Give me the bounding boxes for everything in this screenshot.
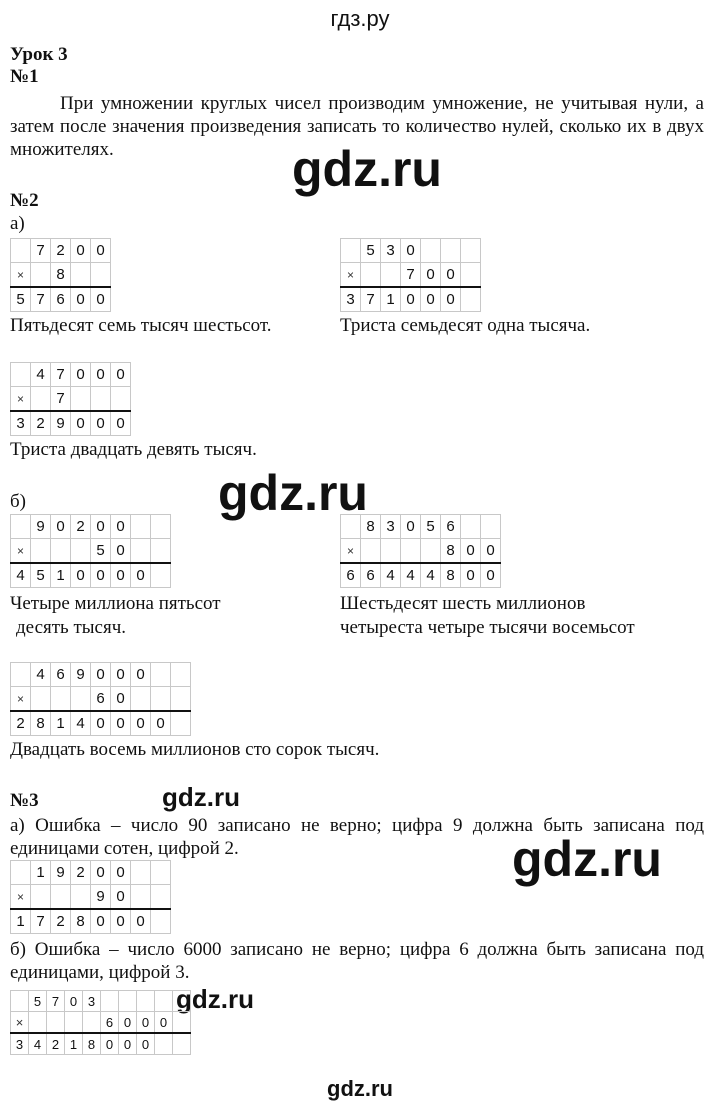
grid-cell bbox=[71, 885, 91, 910]
grid-cell: 0 bbox=[111, 909, 131, 934]
grid-cell: 3 bbox=[341, 287, 361, 312]
multiplication-grid-3b bbox=[10, 990, 191, 1055]
grid-cell: 9 bbox=[31, 515, 51, 539]
grid-cell: 3 bbox=[11, 411, 31, 436]
caption-b2-line1: Шестьдесят шесть миллионов bbox=[340, 593, 586, 614]
grid-cell: 2 bbox=[11, 711, 31, 736]
grid-cell: 4 bbox=[401, 563, 421, 588]
grid-cell: 0 bbox=[461, 563, 481, 588]
grid-cell: 0 bbox=[111, 663, 131, 687]
grid-cell: 9 bbox=[91, 885, 111, 910]
grid-cell bbox=[151, 563, 171, 588]
grid-cell: 0 bbox=[65, 991, 83, 1012]
grid-cell: 5 bbox=[31, 563, 51, 588]
grid-cell: 0 bbox=[111, 515, 131, 539]
grid-cell: 0 bbox=[91, 515, 111, 539]
grid-cell: 1 bbox=[51, 711, 71, 736]
grid-cell bbox=[137, 991, 155, 1012]
grid-cell bbox=[131, 861, 151, 885]
grid-cell: 9 bbox=[71, 663, 91, 687]
grid-cell: 0 bbox=[111, 411, 131, 436]
grid-cell: 1 bbox=[11, 909, 31, 934]
grid-cell: 0 bbox=[119, 1033, 137, 1055]
grid-cell: 9 bbox=[51, 411, 71, 436]
grid-cell: 0 bbox=[101, 1033, 119, 1055]
grid-cell: 7 bbox=[361, 287, 381, 312]
grid-cell: 0 bbox=[151, 711, 171, 736]
grid-cell bbox=[29, 1012, 47, 1034]
grid-cell bbox=[381, 539, 401, 564]
grid-cell bbox=[11, 239, 31, 263]
grid-cell: 3 bbox=[11, 1033, 29, 1055]
caption-a3: Триста двадцать девять тысяч. bbox=[10, 439, 257, 460]
multiplication-grid-a3 bbox=[10, 362, 131, 436]
grid-cell: 0 bbox=[111, 563, 131, 588]
grid-cell: 8 bbox=[441, 563, 461, 588]
multiplication-grid-a1 bbox=[10, 238, 111, 312]
grid-cell bbox=[51, 687, 71, 712]
grid-cell bbox=[151, 515, 171, 539]
grid-cell bbox=[11, 663, 31, 687]
grid-cell: 0 bbox=[131, 909, 151, 934]
multiply-sign: × bbox=[11, 539, 31, 564]
caption-b3: Двадцать восемь миллионов сто сорок тысяч. bbox=[10, 739, 380, 760]
grid-cell: 0 bbox=[441, 287, 461, 312]
multiply-sign: × bbox=[11, 263, 31, 288]
grid-cell bbox=[91, 263, 111, 288]
grid-cell: 0 bbox=[51, 515, 71, 539]
grid-cell bbox=[83, 1012, 101, 1034]
grid-cell: 8 bbox=[71, 909, 91, 934]
task2-title: №2 bbox=[10, 190, 39, 211]
grid-cell bbox=[381, 263, 401, 288]
grid-cell: 1 bbox=[51, 563, 71, 588]
grid-cell: 4 bbox=[31, 363, 51, 387]
grid-cell bbox=[51, 885, 71, 910]
grid-cell bbox=[131, 515, 151, 539]
grid-cell bbox=[47, 1012, 65, 1034]
grid-cell: 7 bbox=[401, 263, 421, 288]
grid-cell: 0 bbox=[461, 539, 481, 564]
grid-cell bbox=[11, 363, 31, 387]
grid-cell: 0 bbox=[137, 1033, 155, 1055]
grid-cell bbox=[461, 515, 481, 539]
grid-cell bbox=[31, 263, 51, 288]
grid-cell: 0 bbox=[119, 1012, 137, 1034]
grid-cell bbox=[11, 515, 31, 539]
grid-cell bbox=[91, 387, 111, 412]
grid-cell: 2 bbox=[71, 515, 91, 539]
grid-cell: 0 bbox=[441, 263, 461, 288]
grid-cell: 6 bbox=[51, 287, 71, 312]
grid-cell bbox=[151, 687, 171, 712]
grid-cell: 3 bbox=[381, 515, 401, 539]
grid-cell: 0 bbox=[111, 861, 131, 885]
grid-cell: 0 bbox=[91, 909, 111, 934]
grid-cell bbox=[421, 239, 441, 263]
grid-cell: 8 bbox=[361, 515, 381, 539]
watermark: gdz.ru bbox=[176, 984, 254, 1014]
task1-title: №1 bbox=[10, 66, 39, 87]
grid-cell bbox=[71, 539, 91, 564]
multiply-sign: × bbox=[341, 263, 361, 288]
grid-cell: 9 bbox=[51, 861, 71, 885]
grid-cell bbox=[171, 711, 191, 736]
grid-cell: 5 bbox=[91, 539, 111, 564]
grid-cell bbox=[119, 991, 137, 1012]
watermark: gdz.ru bbox=[512, 831, 662, 887]
grid-cell: 5 bbox=[11, 287, 31, 312]
grid-cell: 0 bbox=[131, 663, 151, 687]
caption-b2-line2: четыреста четыре тысячи восемьсот bbox=[340, 617, 635, 638]
grid-cell bbox=[151, 861, 171, 885]
task3-text-a: а) Ошибка – число 90 записано не верно; цифра 9 должна быть записана под единицами сотен, цифрой 2. bbox=[10, 815, 704, 859]
grid-cell: 0 bbox=[71, 563, 91, 588]
grid-cell: 0 bbox=[91, 663, 111, 687]
grid-cell bbox=[173, 1012, 191, 1034]
grid-cell bbox=[11, 991, 29, 1012]
grid-cell: 8 bbox=[31, 711, 51, 736]
grid-cell bbox=[51, 539, 71, 564]
multiply-sign: × bbox=[11, 687, 31, 712]
grid-cell: 0 bbox=[137, 1012, 155, 1034]
grid-cell: 2 bbox=[31, 411, 51, 436]
grid-cell bbox=[131, 687, 151, 712]
multiplication-grid-b3 bbox=[10, 662, 191, 736]
grid-cell bbox=[71, 687, 91, 712]
grid-cell: 0 bbox=[421, 287, 441, 312]
grid-cell: 0 bbox=[111, 687, 131, 712]
caption-b1-line2: десять тысяч. bbox=[16, 617, 127, 638]
grid-cell: 1 bbox=[381, 287, 401, 312]
grid-cell: 0 bbox=[71, 363, 91, 387]
grid-cell: 4 bbox=[29, 1033, 47, 1055]
multiplication-grid-b2 bbox=[340, 514, 501, 588]
grid-cell: 8 bbox=[441, 539, 461, 564]
grid-cell: 0 bbox=[401, 239, 421, 263]
site-footer: gdz.ru bbox=[327, 1076, 393, 1101]
multiplication-grid-3a bbox=[10, 860, 171, 934]
grid-cell: 4 bbox=[11, 563, 31, 588]
grid-cell bbox=[101, 991, 119, 1012]
grid-cell: 0 bbox=[111, 885, 131, 910]
grid-cell: 0 bbox=[401, 515, 421, 539]
grid-cell bbox=[151, 909, 171, 934]
grid-cell bbox=[31, 387, 51, 412]
grid-cell bbox=[481, 515, 501, 539]
grid-cell bbox=[155, 991, 173, 1012]
multiplication-grid-b1 bbox=[10, 514, 171, 588]
grid-cell bbox=[11, 861, 31, 885]
site-header: гдз.ру bbox=[330, 6, 390, 31]
grid-cell bbox=[171, 687, 191, 712]
grid-cell bbox=[65, 1012, 83, 1034]
grid-cell bbox=[71, 387, 91, 412]
grid-cell: 6 bbox=[441, 515, 461, 539]
grid-cell bbox=[173, 991, 191, 1012]
multiply-sign: × bbox=[11, 885, 31, 910]
grid-cell: 4 bbox=[71, 711, 91, 736]
grid-cell bbox=[131, 885, 151, 910]
grid-cell: 6 bbox=[341, 563, 361, 588]
grid-cell: 0 bbox=[401, 287, 421, 312]
grid-cell bbox=[155, 1033, 173, 1055]
grid-cell: 6 bbox=[101, 1012, 119, 1034]
caption-a2: Триста семьдесят одна тысяча. bbox=[340, 315, 591, 336]
grid-cell bbox=[71, 263, 91, 288]
grid-cell: 0 bbox=[155, 1012, 173, 1034]
grid-cell bbox=[461, 263, 481, 288]
grid-cell: 0 bbox=[71, 287, 91, 312]
grid-cell bbox=[461, 239, 481, 263]
grid-cell: 2 bbox=[71, 861, 91, 885]
caption-a1: Пятьдесят семь тысяч шестьсот. bbox=[10, 315, 272, 336]
grid-cell: 1 bbox=[31, 861, 51, 885]
task3-text-b: б) Ошибка – число 6000 записано не верно; цифра 6 должна быть записана под единицами, цифрой 3. bbox=[10, 939, 704, 983]
grid-cell bbox=[361, 263, 381, 288]
grid-cell: 0 bbox=[91, 287, 111, 312]
grid-cell: 2 bbox=[51, 239, 71, 263]
grid-cell: 0 bbox=[91, 363, 111, 387]
grid-cell: 4 bbox=[381, 563, 401, 588]
watermark: gdz.ru bbox=[162, 782, 240, 812]
grid-cell: 7 bbox=[51, 387, 71, 412]
grid-cell: 7 bbox=[31, 287, 51, 312]
grid-cell: 0 bbox=[111, 711, 131, 736]
watermark: gdz.ru bbox=[292, 141, 442, 197]
grid-cell: 6 bbox=[91, 687, 111, 712]
grid-cell bbox=[151, 539, 171, 564]
grid-cell: 2 bbox=[51, 909, 71, 934]
grid-cell bbox=[151, 885, 171, 910]
grid-cell: 7 bbox=[31, 239, 51, 263]
multiplication-grid-a2 bbox=[340, 238, 481, 312]
grid-cell: 5 bbox=[29, 991, 47, 1012]
grid-cell: 0 bbox=[91, 711, 111, 736]
grid-cell: 1 bbox=[65, 1033, 83, 1055]
grid-cell: 2 bbox=[47, 1033, 65, 1055]
grid-cell: 4 bbox=[421, 563, 441, 588]
grid-cell bbox=[341, 515, 361, 539]
grid-cell: 8 bbox=[51, 263, 71, 288]
grid-cell bbox=[111, 387, 131, 412]
grid-cell: 0 bbox=[91, 411, 111, 436]
grid-cell: 5 bbox=[361, 239, 381, 263]
grid-cell: 0 bbox=[91, 861, 111, 885]
grid-cell: 6 bbox=[51, 663, 71, 687]
grid-cell bbox=[173, 1033, 191, 1055]
grid-cell: 3 bbox=[83, 991, 101, 1012]
grid-cell: 0 bbox=[131, 711, 151, 736]
grid-cell: 6 bbox=[361, 563, 381, 588]
task1-text: При умножении круглых чисел производим умножение, не учитывая нули, а затем после значения произведения записать то количество нулей, сколько их в двух множителях. bbox=[10, 93, 704, 160]
grid-cell bbox=[31, 539, 51, 564]
lesson-title: Урок 3 bbox=[10, 44, 68, 65]
grid-cell: 7 bbox=[47, 991, 65, 1012]
task2-part-b: б) bbox=[10, 491, 26, 512]
grid-cell: 0 bbox=[91, 563, 111, 588]
grid-cell: 0 bbox=[71, 239, 91, 263]
watermark: gdz.ru bbox=[218, 465, 368, 521]
grid-cell: 0 bbox=[481, 563, 501, 588]
grid-cell bbox=[31, 687, 51, 712]
grid-cell bbox=[131, 539, 151, 564]
multiply-sign: × bbox=[11, 1012, 29, 1034]
grid-cell: 0 bbox=[131, 563, 151, 588]
grid-cell: 8 bbox=[83, 1033, 101, 1055]
grid-cell bbox=[441, 239, 461, 263]
caption-b1-line1: Четыре миллиона пятьсот bbox=[10, 593, 221, 614]
grid-cell: 3 bbox=[381, 239, 401, 263]
task3-title: №3 bbox=[10, 790, 39, 811]
grid-cell: 0 bbox=[71, 411, 91, 436]
grid-cell: 5 bbox=[421, 515, 441, 539]
grid-cell bbox=[341, 239, 361, 263]
multiply-sign: × bbox=[341, 539, 361, 564]
grid-cell bbox=[421, 539, 441, 564]
multiply-sign: × bbox=[11, 387, 31, 412]
task2-part-a: а) bbox=[10, 213, 25, 234]
grid-cell: 7 bbox=[51, 363, 71, 387]
grid-cell: 0 bbox=[111, 363, 131, 387]
grid-cell bbox=[361, 539, 381, 564]
grid-cell: 0 bbox=[91, 239, 111, 263]
grid-cell: 7 bbox=[31, 909, 51, 934]
grid-cell bbox=[401, 539, 421, 564]
grid-cell bbox=[461, 287, 481, 312]
grid-cell: 0 bbox=[111, 539, 131, 564]
grid-cell bbox=[171, 663, 191, 687]
grid-cell: 0 bbox=[481, 539, 501, 564]
grid-cell bbox=[151, 663, 171, 687]
grid-cell: 0 bbox=[421, 263, 441, 288]
grid-cell bbox=[31, 885, 51, 910]
grid-cell: 4 bbox=[31, 663, 51, 687]
